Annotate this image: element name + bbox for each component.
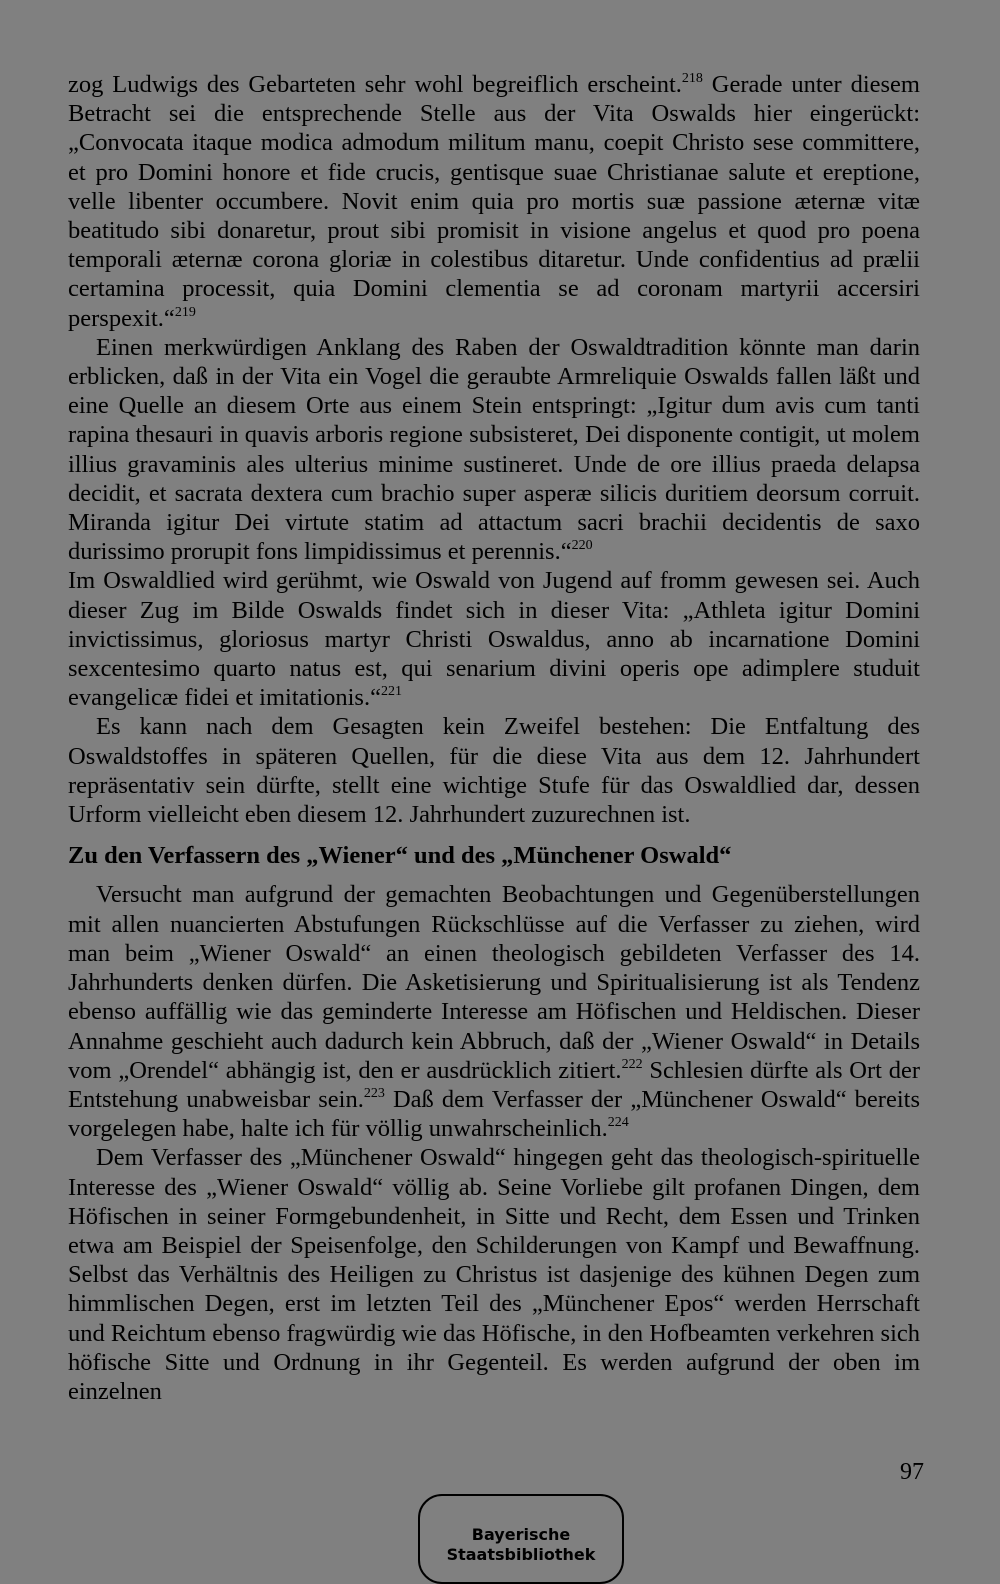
paragraph-5-text-cont2: Daß dem Verfasser der „Münchener Oswald“ bereits vorgelegen habe, halte ich für völlig unwahrscheinlich. xyxy=(68,1085,920,1143)
paragraph-3-text: Im Oswaldlied wird gerühmt, wie Oswald von Jugend auf fromm gewesen sei. Auch dieser Zug im Bilde Oswalds findet sich in dieser Vita: „Athleta igitur Domini invictissimus, gloriosus martyr Christi Oswaldus, anno ab incarnatione Domini sexcentesimo quarto natus est, qui senarium divini operis ope adimplere studuit evangelicæ fidei et imitationis.“ xyxy=(68,567,920,712)
paragraph-1-text: zog Ludwigs des Gebarteten sehr wohl begreiflich erscheint. xyxy=(68,71,682,98)
library-stamp xyxy=(418,1494,624,1584)
paragraph-6-text: Dem Verfasser des „Münchener Oswald“ hingegen geht das theologisch-spirituelle Interesse des „Wiener Oswald“ völlig ab. Seine Vorliebe gilt profanen Dingen, dem Höfischen in seiner Formgebundenheit, in Sitte und Recht, dem Essen und Trinken etwa am Beispiel der Speisenfolge, den Schilderungen von Kampf und Bewaffnung. Selbst das Verhältnis des Heiligen zu Christus ist dasjenige des kühnen Degen zum himmlischen Degen, erst im letzten Teil des „Münchener Epos“ werden Herrschaft und Reichtum ebenso fragwürdig wie das Höfische, in den Hofbeamten verkehren sich höfische Sitte und Ordnung in ihr Gegenteil. Es werden aufgrund der oben im einzelnen xyxy=(68,1144,920,1405)
paragraph-3 xyxy=(68,566,920,712)
paragraph-5-text-cont: Schlesien dürfte als Ort der Entstehung unabweisbar sein. xyxy=(68,1056,920,1113)
paragraph-4-text: Es kann nach dem Gesagten kein Zweifel bestehen: Die Entfaltung des Oswaldstoffes in späteren Quellen, für die diese Vita aus dem 12. Jahrhundert repräsentativ sein dürfte, stellt eine wichtige Stufe für das Oswaldlied dar, dessen Urform vielleicht eben diesem 12. Jahrhundert zuzurechnen ist. xyxy=(68,713,920,829)
stamp-line-2: Staatsbibliothek xyxy=(446,1545,596,1564)
paragraph-4 xyxy=(68,712,920,829)
page-number: 97 xyxy=(900,1459,924,1485)
footnote-ref-221[interactable]: 221 xyxy=(380,684,402,700)
footnote-ref-222[interactable]: 222 xyxy=(621,1056,643,1072)
paragraph-6 xyxy=(68,1143,920,1406)
section-heading: Zu den Verfassern des „Wiener“ und des „Münchener Oswald“ xyxy=(68,842,732,870)
paragraph-2 xyxy=(68,333,920,567)
footnote-ref-220[interactable]: 220 xyxy=(571,538,593,554)
paragraph-1-text-cont: Gerade unter diesem Betracht sei die entsprechende Stelle aus der Vita Oswalds hier eingerückt: „Convocata itaque modica admodum militum manu, coepit Christo sese committere, et pro Domini honore et fide crucis, gentisque suae Christianae salute et ereptione, velle libenter occumbere. Novit enim quia pro mortis suæ passione æternæ vitæ beatitudo sibi donaretur, prout sibi promisit in visione angelus et quod pro poena temporali æternæ corona gloriæ in colestibus ditaretur. Unde confidentius ad prælii certamina processit, quia Domini clementia se ad coronam martyrii accersiri perspexit.“ xyxy=(68,71,920,332)
paragraph-2-text: Einen merkwürdigen Anklang des Raben der Oswaldtradition könnte man darin erblicken, daß in der Vita ein Vogel die geraubte Armreliquie Oswalds fallen läßt und eine Quelle an diesem Orte aus einem Stein entspringt: „Igitur dum avis cum tanti rapina thesauri in quavis arboris regione subsisteret, Dei disponente contigit, ut molem illius gravaminis ales ulterius minime sustineret. Unde de ore illius praeda delapsa decidit, et sacrata dextera cum brachio super asperæ silicis duritiem deorsum corruit. Miranda igitur Dei virtute statim ad attactum sacri brachii decidentis de saxo durissimo prorupit fons limpidissimus et perennis.“ xyxy=(68,333,920,566)
footnote-ref-218[interactable]: 218 xyxy=(681,71,703,86)
paragraph-5 xyxy=(68,880,920,1143)
footnote-ref-223[interactable]: 223 xyxy=(363,1085,385,1101)
page-body xyxy=(68,70,920,1406)
paragraph-1 xyxy=(68,70,920,333)
stamp-line-1: Bayerische xyxy=(471,1525,571,1544)
footnote-ref-219[interactable]: 219 xyxy=(174,304,196,320)
footnote-ref-224[interactable]: 224 xyxy=(607,1115,629,1131)
paragraph-5-text: Versucht man aufgrund der gemachten Beobachtungen und Gegenüberstellungen mit allen nuancierten Abstufungen Rückschlüsse auf die Verfasser zu ziehen, wird man beim „Wiener Oswald“ an einen theologisch gebildeten Verfasser des 14. Jahrhunderts denken dürfen. Die Asketisierung und Spiritualisierung ist als Tendenz ebenso auffällig wie das geminderte Interesse am Höfischen und Heldischen. Dieser Annahme geschieht auch dadurch kein Abbruch, daß der „Wiener Oswald“ in Details vom „Orendel“ abhängig ist, den er ausdrücklich zitiert. xyxy=(68,881,920,1084)
